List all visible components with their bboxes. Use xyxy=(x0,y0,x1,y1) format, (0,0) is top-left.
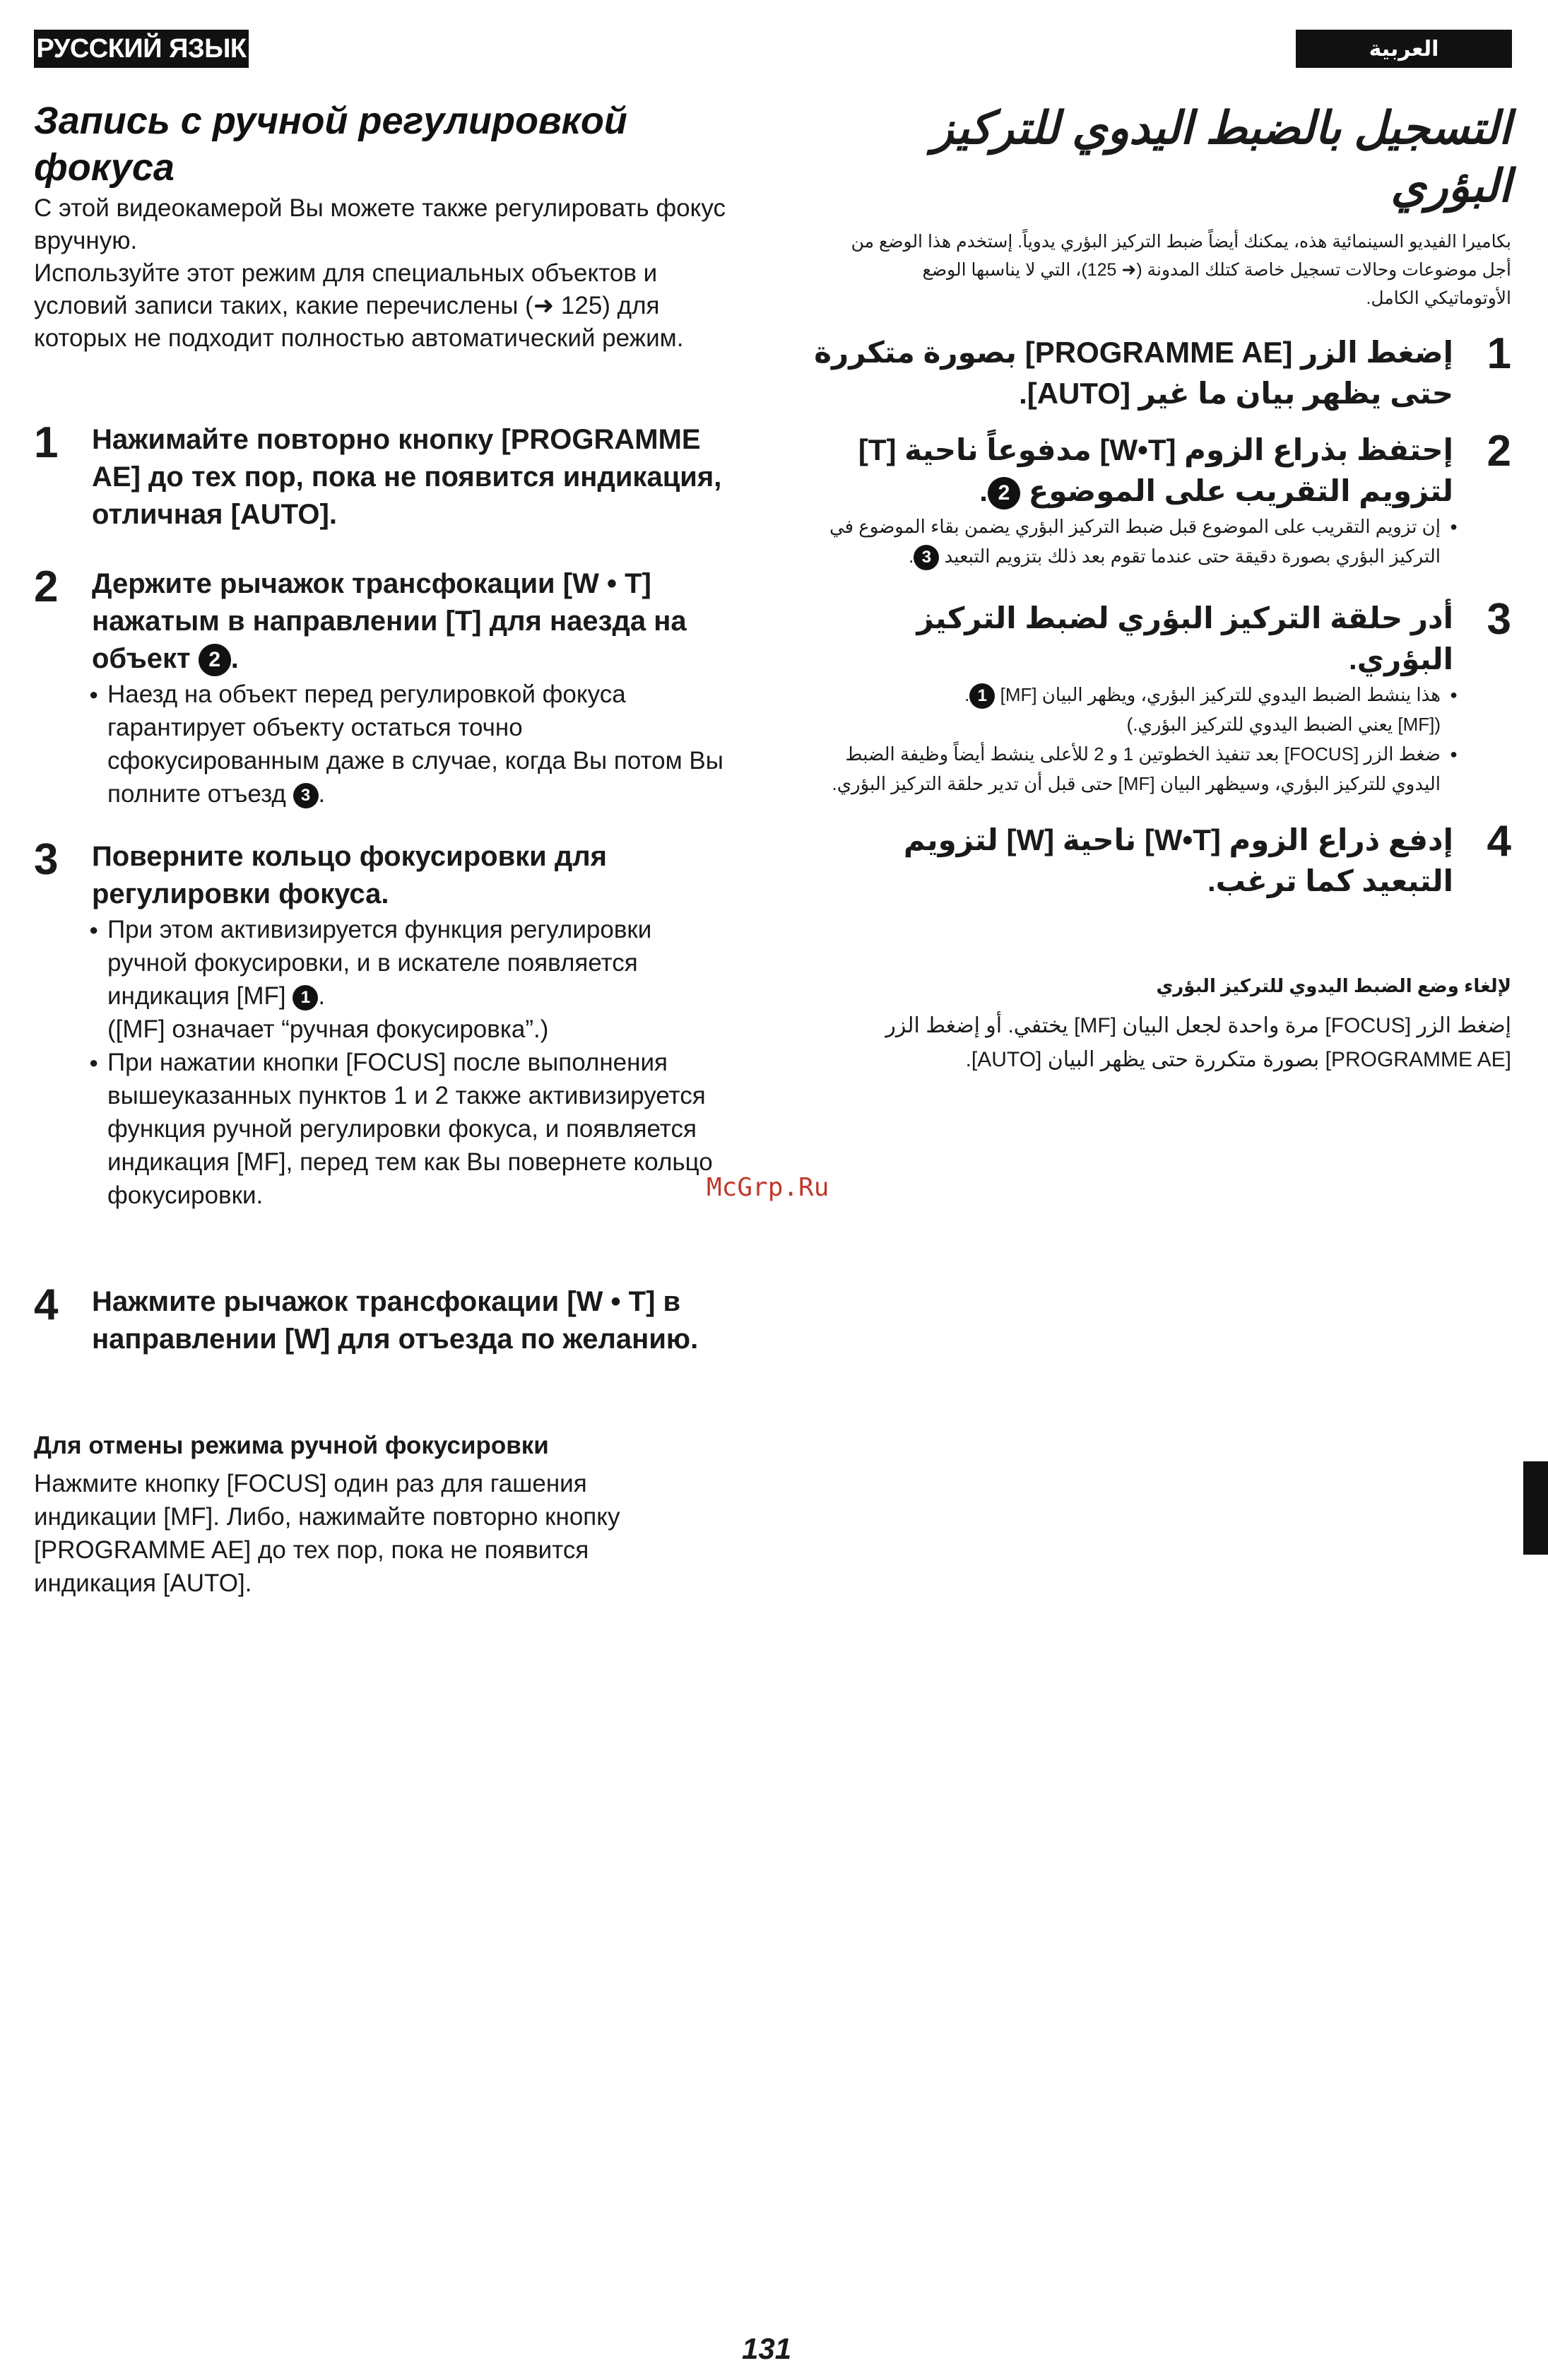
ar-bullet: ● ضغط الزر [FOCUS] بعد تنفيذ الخطوتين 1 و 2 للأعلى ينشط أيضاً وظيفة الضبط اليدوي للتركيز البؤري، وسيظهر البيان [MF] حتى قبل أن تدير حلقة التركيز البؤري. xyxy=(805,739,1441,799)
ru-bullet: ● Наезд на объект перед регулировкой фокуса гарантирует объекту остаться точно сфокусированным даже в случае, когда Вы потом Вы полните отъезд 3 . xyxy=(107,678,726,811)
watermark: McGrp.Ru xyxy=(707,1173,829,1202)
ru-bullet-text: При этом активизируется функция регулировки ручной фокусировки, и в искателе появляется индикация [MF] xyxy=(107,916,652,1010)
ar-step-number: 3 xyxy=(1487,595,1511,644)
ru-step-4 xyxy=(34,1280,726,1358)
ar-step-number: 4 xyxy=(1487,817,1511,866)
ar-bullet: ● هذا ينشط الضبط اليدوي للتركيز البؤري، ويظهر البيان [MF] 1. ([MF] يعني الضبط اليدوي للتركيز البؤري.) xyxy=(805,680,1441,739)
ru-step-number: 4 xyxy=(34,1280,59,1329)
ru-bullet-text: Наезд на объект перед регулировкой фокуса гарантирует объекту остаться точно сфокусированным даже в случае, когда Вы потом Вы полните отъезд xyxy=(107,681,723,808)
ru-bullet-note: ([MF] означает “ручная фокусировка”.) xyxy=(107,1015,549,1043)
ru-step-3 xyxy=(34,835,726,1212)
ar-step-heading: إدفع ذراع الزوم [W•T] ناحية [W] لتزويم التبعيد كما ترغب. xyxy=(903,823,1453,897)
ar-step-3 xyxy=(805,595,1511,799)
marker-1-icon: 1 xyxy=(969,683,995,709)
ru-section-title: Запись с ручной регулировкой фокуса xyxy=(34,100,627,189)
ru-step-heading: Поверните кольцо фокусировки для регулировки фокуса. xyxy=(92,841,608,909)
ar-step-heading: أدر حلقة التركيز البؤري لضبط التركيز البؤري. xyxy=(916,601,1453,676)
ru-step-heading: Держите рычажок трансфокации [W • T] нажатым в направлении [T] для наезда на объект 2 . xyxy=(92,565,726,678)
ar-bullet: ● إن تزويم التقريب على الموضوع قبل ضبط التركيز البؤري يضمن بقاء الموضوع في التركيز البؤري بصورة دقيقة حتى عندما تقوم بعد ذلك بتزويم التبعيد 3. xyxy=(805,512,1441,571)
ar-bullet-text: هذا ينشط الضبط اليدوي للتركيز البؤري، ويظهر البيان [MF] xyxy=(1000,684,1441,705)
ru-step-heading: Нажмите рычажок трансфокации [W • T] в направлении [W] для отъезда по желанию. xyxy=(92,1286,699,1355)
ar-step-2 xyxy=(805,427,1511,571)
ar-step-number: 2 xyxy=(1487,427,1511,476)
ar-section-title: التسجيل بالضبط اليدوي للتركيز البؤري xyxy=(931,102,1511,211)
marker-2-icon: 2 xyxy=(988,477,1020,509)
ru-intro-line-1: С этой видеокамерой Вы можете также регулировать фокус вручную. xyxy=(34,194,726,254)
ar-step-heading-text: إحتفظ بذراع الزوم [W•T] مدفوعاً ناحية [T] لتزويم التقريب على الموضوع xyxy=(858,433,1453,507)
ar-step-heading: إحتفظ بذراع الزوم [W•T] مدفوعاً ناحية [T] لتزويم التقريب على الموضوع 2. xyxy=(805,430,1453,512)
marker-2-icon: 2 xyxy=(199,644,231,676)
page-number: 131 xyxy=(742,2332,792,2365)
marker-3-icon: 3 xyxy=(293,783,319,808)
ru-step-1 xyxy=(34,418,726,534)
ru-step-2 xyxy=(34,562,726,811)
ar-intro: بكاميرا الفيديو السينمائية هذه، يمكنك أيضاً ضبط التركيز البؤري يدوياً. إستخدم هذا الوضع من أجل موضوعات وحالات تسجيل خاصة كتلك المدونة (➜ 125)، التي لا يناسبها الوضع الأوتوماتيكي الكامل. xyxy=(851,232,1511,308)
ru-intro-line-2: Используйте этот режим для специальных объектов и условий записи таких, какие перечислены (➜ 125) для которых не подходит полностью автоматический режим. xyxy=(34,259,684,352)
ru-step-number: 3 xyxy=(34,835,59,884)
ru-step-number: 2 xyxy=(34,562,59,611)
ar-step-number: 1 xyxy=(1487,329,1511,378)
ar-step-4 xyxy=(805,817,1511,902)
ru-step-heading-text: Держите рычажок трансфокации [W • T] нажатым в направлении [T] для наезда на объект xyxy=(92,568,687,674)
section-edge-marker xyxy=(1523,1461,1548,1555)
ru-cancel-body: Нажмите кнопку [FOCUS] один раз для гашения индикации [MF]. Либо, нажимайте повторно кнопку [PROGRAMME AE] до тех пор, пока не появится индикация [AUTO]. xyxy=(34,1470,620,1597)
ar-bullet-note: ([MF] يعني الضبط اليدوي للتركيز البؤري.) xyxy=(1126,714,1441,735)
ru-bullet: ● При этом активизируется функция регулировки ручной фокусировки, и в искателе появляется индикация [MF] 1 . ([MF] означает “ручная фокусировка”.) xyxy=(107,913,726,1046)
ar-cancel-body: إضغط الزر [FOCUS] مرة واحدة لجعل البيان [MF] يختفي. أو إضغط الزر [PROGRAMME AE] بصورة متكررة حتى يظهر البيان [AUTO]. xyxy=(885,1014,1511,1071)
ar-step-1 xyxy=(805,329,1511,414)
russian-language-tab: РУССКИЙ ЯЗЫК xyxy=(34,30,249,68)
ar-step-heading: إضغط الزر [PROGRAMME AE] بصورة متكررة حتى يظهر بيان ما غير [AUTO]. xyxy=(814,336,1453,410)
ar-bullet-text: إن تزويم التقريب على الموضوع قبل ضبط التركيز البؤري يضمن بقاء الموضوع في التركيز البؤري بصورة دقيقة حتى عندما تقوم بعد ذلك بتزويم التبعيد xyxy=(829,516,1441,567)
ar-cancel-heading: لإلغاء وضع الضبط اليدوي للتركيز البؤري xyxy=(1156,975,1511,996)
marker-1-icon: 1 xyxy=(293,985,318,1011)
ru-intro xyxy=(34,192,726,355)
ru-step-number: 1 xyxy=(34,418,59,467)
ru-step-heading: Нажимайте повторно кнопку [PROGRAMME AE] до тех пор, пока не появится индикация, отличная [AUTO]. xyxy=(92,424,722,530)
marker-3-icon: 3 xyxy=(914,545,939,570)
arabic-language-tab: العربية xyxy=(1296,30,1512,68)
ru-bullet: ● При нажатии кнопки [FOCUS] после выполнения вышеуказанных пунктов 1 и 2 также активизируется функция ручной регулировки фокуса, и появляется индикация [MF], перед тем как Вы повернете кольцо фокусировки. xyxy=(107,1046,726,1212)
ru-cancel-heading: Для отмены режима ручной фокусировки xyxy=(34,1432,549,1459)
